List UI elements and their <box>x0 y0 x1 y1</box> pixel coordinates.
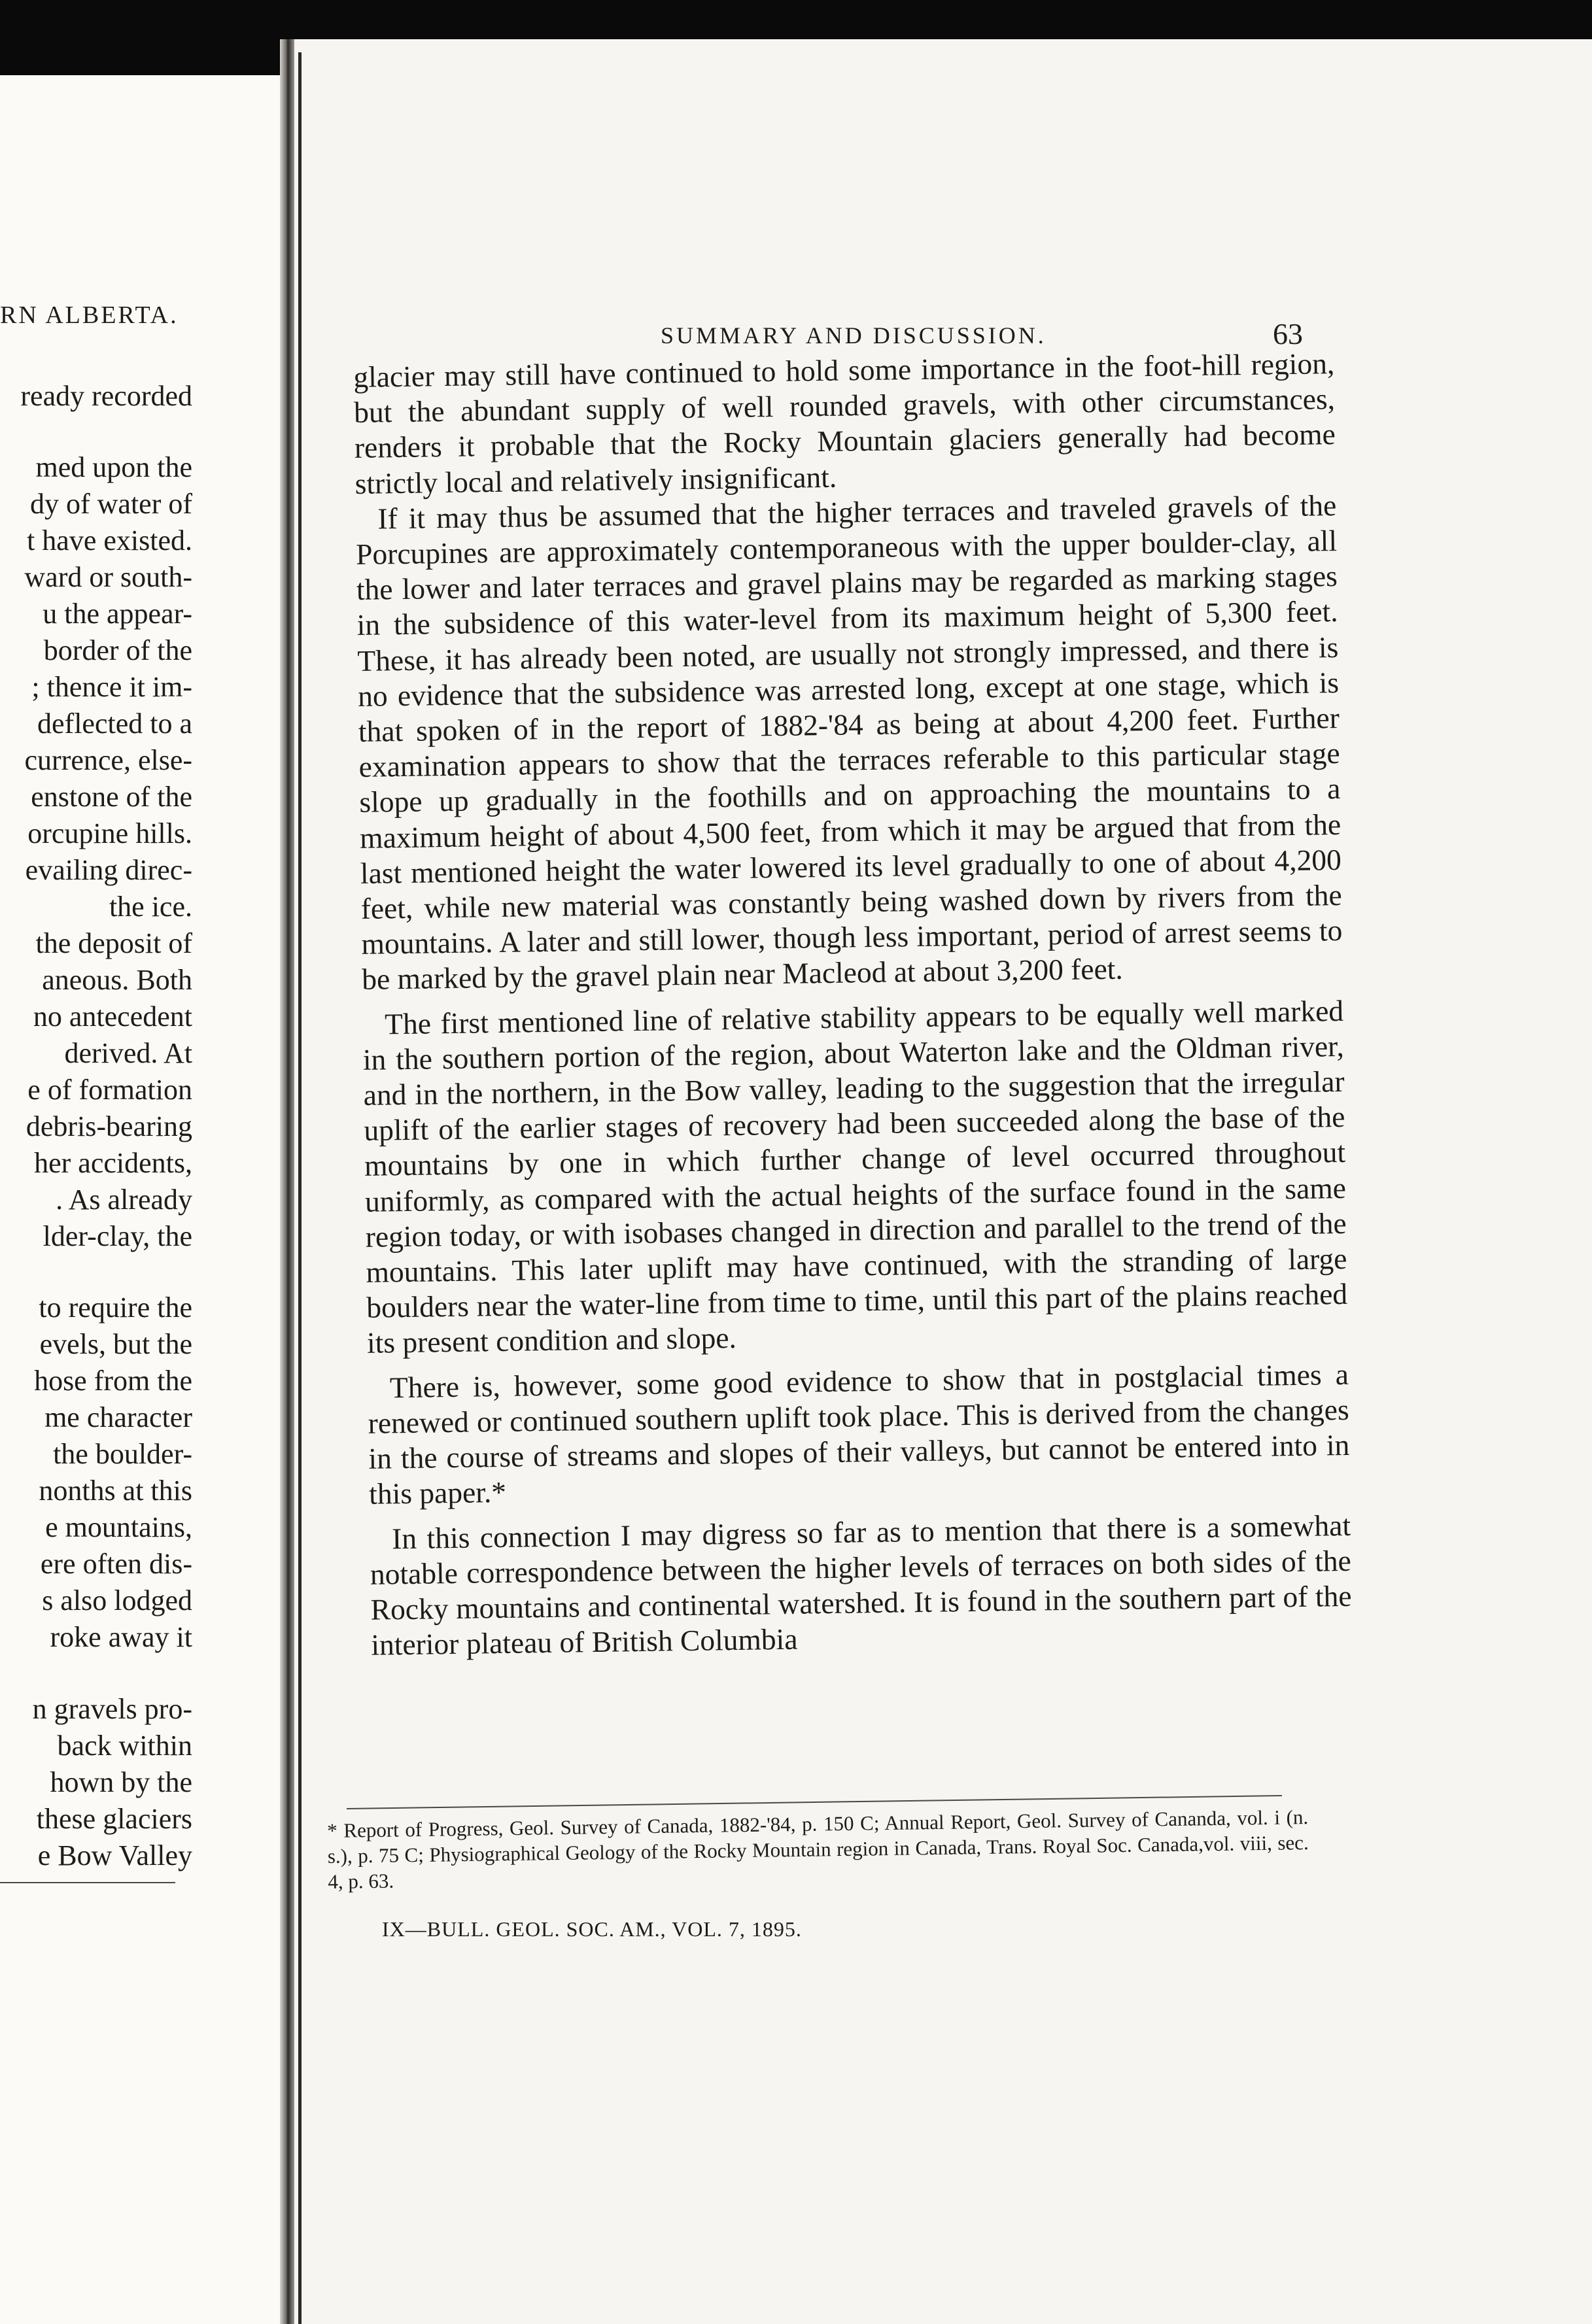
facing-page-line: the deposit of <box>35 927 192 960</box>
facing-page-line: ready recorded <box>20 380 192 412</box>
gutter-line <box>298 52 302 2324</box>
facing-page-line: evels, but the <box>39 1328 192 1361</box>
facing-page-line: me character <box>44 1401 192 1434</box>
facing-page-running-head: RN ALBERTA. <box>0 301 179 329</box>
facing-page-line: med upon the <box>35 451 192 484</box>
facing-page-line: lder-clay, the <box>43 1220 192 1253</box>
paragraph: The first mentioned line of relative stability appears to be equally well marked in the southern portion of the region, about Waterton lake and the Oldman river, and in the northern, in the Bow valley, leading to the suggestion that the irregular uplift of the earlier stages of recovery had been succeeded along the base of the mountains by one in which further change of level occurred throughout uniformly, as compared with the actual heights of the surface found in the same region today, or with isobases changed in direction and parallel to the trend of the mountains. This later uplift may have continued, with the stranding of large boulders near the water-line from time to time, until this part of the plains reached its present condition and slope. <box>362 993 1348 1360</box>
facing-page-line: no antecedent <box>33 1000 192 1033</box>
facing-page-line: derived. At <box>64 1037 192 1070</box>
running-head: SUMMARY AND DISCUSSION. <box>661 322 1047 349</box>
facing-page-line: s also lodged <box>42 1584 192 1617</box>
paragraph: glacier may still have continued to hold some importance in the foot-hill region, but the abundant supply of well rounded gravels, with other circumstances, renders it probable that the Rocky Mountain glaciers generally had become strictly local and relatively insignificant. <box>353 347 1336 500</box>
facing-page-line: roke away it <box>50 1621 192 1654</box>
facing-page-line: n gravels pro- <box>32 1692 192 1725</box>
signature-line: IX—BULL. GEOL. SOC. AM., VOL. 7, 1895. <box>382 1917 802 1941</box>
facing-page-line: e Bow Valley <box>37 1839 192 1871</box>
facing-page-line: currence, else- <box>24 744 192 777</box>
facing-page-line: ward or south- <box>24 561 192 594</box>
facing-page-line: hose from the <box>34 1365 192 1397</box>
body-text <box>353 346 1353 1663</box>
facing-page-line: deflected to a <box>37 708 192 740</box>
paragraph: If it may thus be assumed that the higher terraces and traveled gravels of the Porcupines are approximately contemporaneous with the upper boulder-clay, all the lower and later terraces and gravel plains may be regarded as marking stages in the subsidence of this water-level from its maximum height of 5,300 feet. These, it has already been noted, are usually not strongly impressed, and there is no evidence that the subsidence was arrested long, except at one stage, which is that spoken of in the report of 1882-'84 as being at about 4,200 feet. Further examination appears to show that the terraces referable to this particular stage slope up gradually in the foothills and on approaching the mountains to a maximum height of about 4,500 feet, from which it may be argued that from the last mentioned height the water lowered its level gradually to one of about 4,200 feet, while new material was constantly being washed down by rivers from the mountains. A later and still lower, though less important, period of arrest seems to be marked by the gravel plain near Macleod at about 3,200 feet. <box>355 488 1343 997</box>
facing-page <box>0 75 288 2324</box>
page-number: 63 <box>1273 317 1303 350</box>
facing-page-line: enstone of the <box>31 781 192 813</box>
facing-page-line: her accidents, <box>34 1147 192 1180</box>
facing-page-rule <box>0 1882 175 1883</box>
paragraph: There is, however, some good evidence to show that in postglacial times a renewed or continued southern uplift took place. This is derived from the changes in the course of streams and slopes of their valleys, but cannot be entered into in this paper.* <box>368 1357 1350 1511</box>
facing-page-line: u the appear- <box>43 598 192 630</box>
facing-page-line: ere often dis- <box>40 1548 192 1581</box>
facing-page-line: e mountains, <box>45 1511 192 1544</box>
footnote: * Report of Progress, Geol. Survey of Canada, 1882-'84, p. 150 C; Annual Report, Geol. Survey of Cananda, vol. i (n. s.), p. 75 C; Physiographical Geology of the Rocky Mountain region in Canada, Trans. Royal Soc. Canada,vol. viii, sec. 4, p. 63. <box>327 1805 1309 1893</box>
book-fold <box>280 39 294 2324</box>
facing-page-line: t have existed. <box>27 524 192 557</box>
facing-page-line: evailing direc- <box>25 854 192 887</box>
facing-page-line: aneous. Both <box>42 964 192 997</box>
facing-page-line: orcupine hills. <box>27 817 192 850</box>
facing-page-line: nonths at this <box>39 1475 192 1507</box>
facing-page-line: the ice. <box>109 891 192 923</box>
facing-page-text <box>0 75 288 2324</box>
facing-page-line: these glaciers <box>36 1802 192 1835</box>
paragraph: In this connection I may digress so far as to mention that there is a somewhat notable correspondence between the higher levels of terraces on both sides of the Rocky mountains and continental watershed. It is found in the southern part of the interior plateau of British Columbia <box>370 1508 1352 1662</box>
facing-page-line: debris-bearing <box>26 1110 192 1143</box>
facing-page-line: hown by the <box>50 1766 192 1798</box>
facing-page-line: . As already <box>56 1184 192 1216</box>
facing-page-line: ; thence it im- <box>31 671 192 704</box>
facing-page-line: the boulder- <box>53 1438 192 1471</box>
facing-page-line: border of the <box>43 634 192 667</box>
facing-page-line: back within <box>57 1729 192 1762</box>
facing-page-line: e of formation <box>27 1074 192 1106</box>
facing-page-line: to require the <box>39 1291 192 1324</box>
facing-page-line: dy of water of <box>29 488 192 521</box>
